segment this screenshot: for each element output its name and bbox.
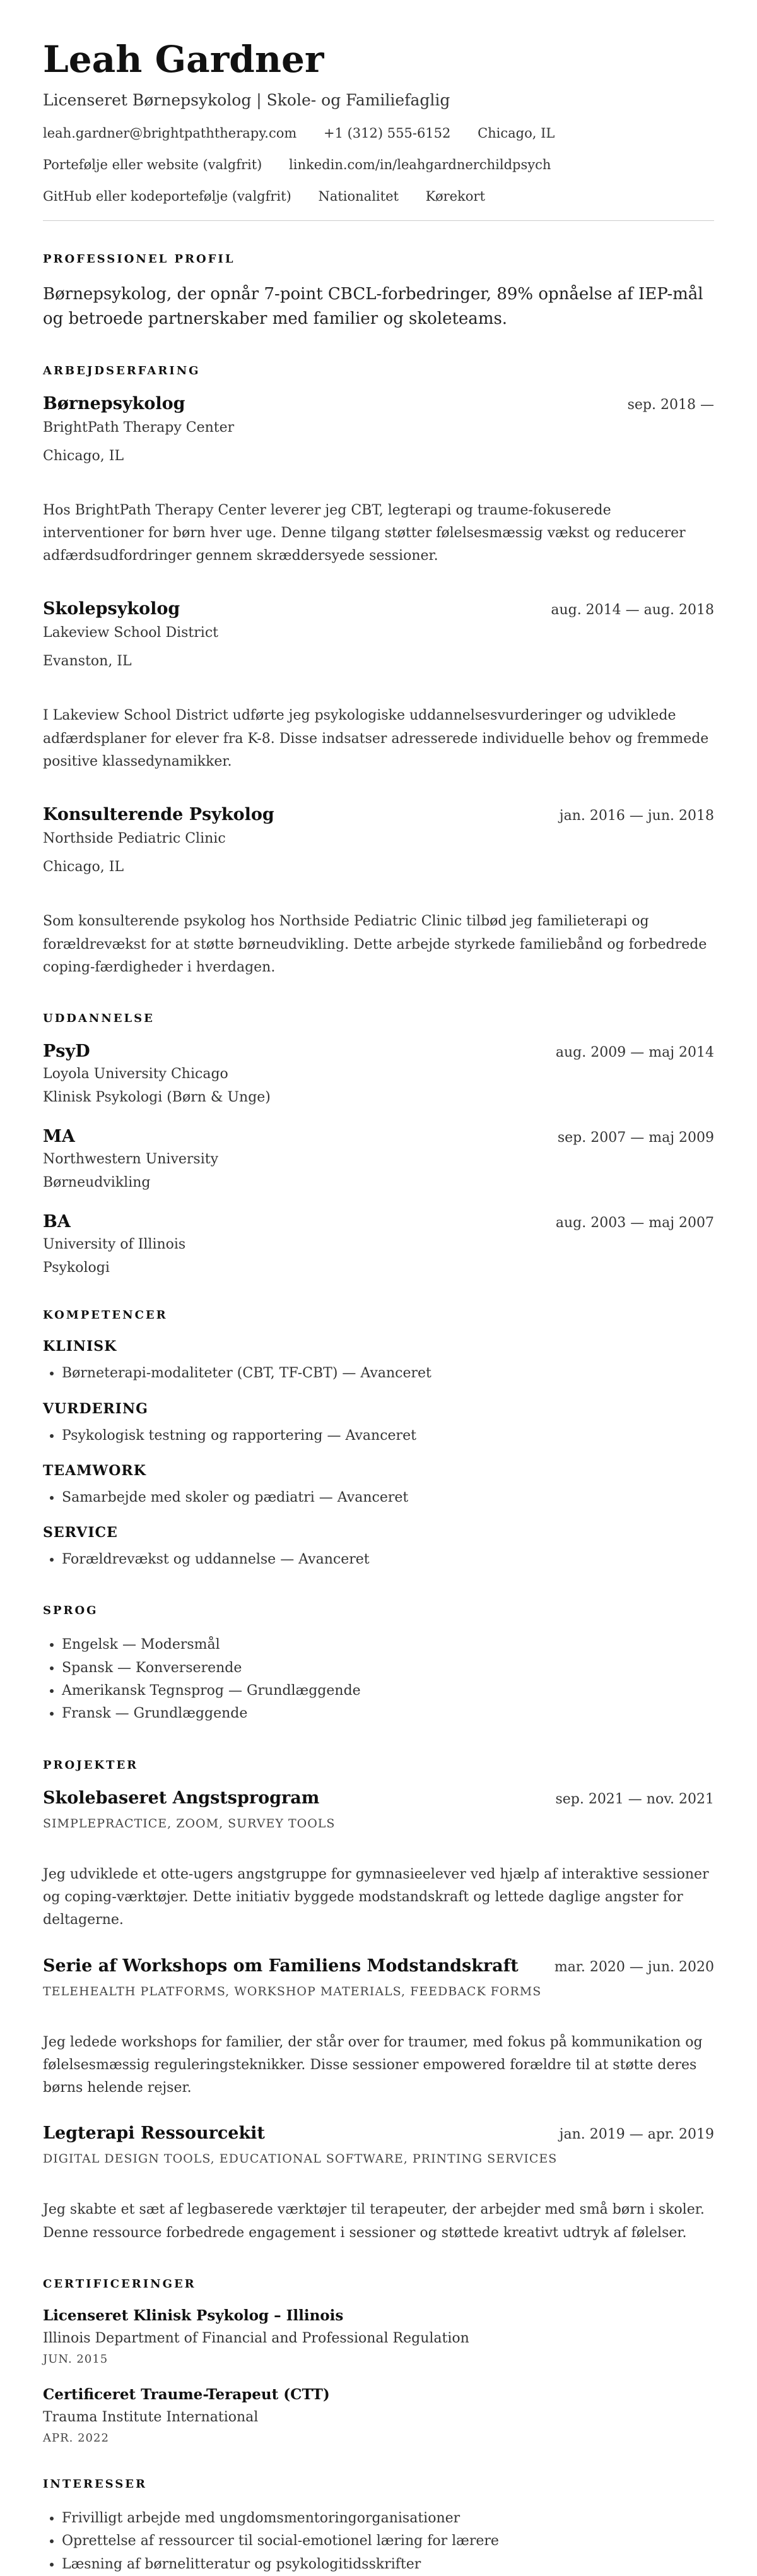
contact-nationality: Nationalitet	[318, 188, 399, 204]
project-description: Jeg ledede workshops for familier, der står over for traumer, med fokus på kommunikation og følelsesmæssig reguleringsteknikker. Disse sessioner empowered forældre til at støtte deres børns helende rejser.	[43, 2034, 703, 2096]
experience-location: Chicago, IL	[43, 859, 124, 875]
contact-row-3	[43, 189, 714, 204]
project-date: jan. 2019 — apr. 2019	[559, 2127, 714, 2143]
skill-item: • Børneterapi-modaliteter (CBT, TF-CBT) — Avanceret	[62, 1362, 714, 1385]
experience-title: Børnepsykolog	[43, 393, 185, 413]
contact-email[interactable]: leah.gardner@brightpaththerapy.com	[43, 125, 297, 141]
experience-entry-head	[43, 805, 714, 824]
experience-location: Evanston, IL	[43, 653, 132, 670]
skill-list	[43, 1425, 714, 1447]
languages-section	[43, 1604, 714, 1725]
person-name: Leah Gardner	[43, 38, 324, 81]
education-date: aug. 2003 — maj 2007	[555, 1215, 714, 1232]
project-date: mar. 2020 — jun. 2020	[554, 1959, 714, 1975]
project-entry-head	[43, 2123, 714, 2143]
contact-portfolio[interactable]: Portefølje eller website (valgfrit)	[43, 157, 262, 172]
experience-date: sep. 2018 —	[627, 396, 714, 413]
skill-item: • Forældrevækst og uddannelse — Avanceret	[62, 1548, 714, 1571]
project-entry	[43, 1788, 714, 1932]
education-field: Børneudvikling	[43, 1175, 151, 1191]
skill-category: VURDERING	[43, 1400, 148, 1417]
interest-item: • Frivilligt arbejde med ungdomsmentoringorganisationer	[62, 2507, 714, 2530]
experience-org: Northside Pediatric Clinic	[43, 831, 226, 847]
contact-github[interactable]: GitHub eller kodeportefølje (valgfrit)	[43, 188, 291, 204]
project-tools: TELEHEALTH PLATFORMS, WORKSHOP MATERIALS, FEEDBACK FORMS	[43, 1984, 542, 1998]
project-entry-head	[43, 1956, 714, 1976]
experience-location: Chicago, IL	[43, 448, 124, 464]
education-field: Psykologi	[43, 1260, 110, 1276]
contact-linkedin[interactable]: linkedin.com/in/leahgardnerchildpsych	[289, 157, 551, 172]
experience-entry	[43, 599, 714, 773]
education-entry-head	[43, 1212, 714, 1232]
job-subtitle: Licenseret Børnepsykolog | Skole- og Familiefaglig	[43, 90, 450, 109]
skill-list	[43, 1487, 714, 1509]
language-list	[43, 1634, 714, 1725]
section-title-certifications: CERTIFICERINGER	[43, 2277, 196, 2291]
education-school: Northwestern University	[43, 1151, 219, 1168]
section-title-education: UDDANNELSE	[43, 1012, 155, 1026]
experience-description: I Lakeview School District udførte jeg psykologiske uddannelsesvurderinger og udviklede adfærdsplaner for elever fra K-8. Disse indsatser adresserede individuelle behov og fremmede positive klassedynamikker.	[43, 708, 709, 770]
experience-date: aug. 2014 — aug. 2018	[551, 602, 714, 619]
experience-org: Lakeview School District	[43, 625, 218, 641]
projects-section	[43, 1759, 714, 2245]
certification-entry	[43, 2386, 714, 2445]
section-title-skills: KOMPETENCER	[43, 1309, 168, 1322]
contact-row-2	[43, 157, 714, 172]
education-entry	[43, 1042, 714, 1105]
experience-entry	[43, 394, 714, 568]
certification-date: JUN. 2015	[43, 2353, 109, 2366]
education-school: Loyola University Chicago	[43, 1066, 228, 1083]
education-date: sep. 2007 — maj 2009	[557, 1130, 714, 1146]
skill-list	[43, 1362, 714, 1385]
profile-section	[43, 252, 714, 331]
project-description: Jeg udviklede et otte-ugers angstgruppe for gymnasieelever ved hjælp af interaktive sessioner og coping-værktøjer. Dette initiativ byggede modstandskraft og lettede daglige angster for deltagerne.	[43, 1866, 709, 1928]
certification-name: Licenseret Klinisk Psykolog – Illinois	[43, 2307, 344, 2325]
experience-entry	[43, 805, 714, 979]
certifications-section	[43, 2277, 714, 2445]
certification-name: Certificeret Traume-Terapeut (CTT)	[43, 2386, 330, 2404]
section-title-languages: SPROG	[43, 1604, 98, 1618]
education-date: aug. 2009 — maj 2014	[555, 1045, 714, 1061]
skill-item: • Samarbejde med skoler og pædiatri — Avanceret	[62, 1487, 714, 1509]
experience-description: Hos BrightPath Therapy Center leverer jeg CBT, legterapi og traume-fokuserede interventioner for børn hver uge. Denne tilgang støtter følelsesmæssig vækst og reducerer adfærdsudfordringer gennem skræddersyede sessioner.	[43, 502, 686, 564]
education-degree: PsyD	[43, 1042, 90, 1062]
project-tools: DIGITAL DESIGN TOOLS, EDUCATIONAL SOFTWARE, PRINTING SERVICES	[43, 2152, 558, 2166]
experience-description: Som konsulterende psykolog hos Northside Pediatric Clinic tilbød jeg familieterapi og forældrevækst for at støtte børneudvikling. Dette arbejde styrkede familiebånd og forbedrede coping-færdigheder i hverdagen.	[43, 913, 707, 975]
education-entry	[43, 1127, 714, 1190]
skill-item: • Psykologisk testning og rapportering — Avanceret	[62, 1425, 714, 1447]
education-section	[43, 1012, 714, 1276]
experience-title: Konsulterende Psykolog	[43, 805, 274, 825]
skill-category: KLINISK	[43, 1338, 117, 1355]
project-entry	[43, 1956, 714, 2100]
language-item: • Fransk — Grundlæggende	[62, 1702, 714, 1725]
contact-row-1	[43, 126, 714, 141]
section-title-experience: ARBEJDSERFARING	[43, 364, 201, 377]
experience-date: jan. 2016 — jun. 2018	[559, 808, 714, 824]
experience-org: BrightPath Therapy Center	[43, 419, 235, 436]
language-item: • Amerikansk Tegnsprog — Grundlæggende	[62, 1680, 714, 1702]
project-title: Serie af Workshops om Familiens Modstandskraft	[43, 1956, 519, 1976]
education-entry-head	[43, 1127, 714, 1146]
certification-org: Illinois Department of Financial and Professional Regulation	[43, 2330, 469, 2347]
skill-category: SERVICE	[43, 1524, 118, 1541]
contact-location: Chicago, IL	[478, 125, 555, 141]
certification-org: Trauma Institute International	[43, 2409, 259, 2426]
project-title: Legterapi Ressourcekit	[43, 2123, 265, 2144]
language-item: • Spansk — Konverserende	[62, 1657, 714, 1680]
education-entry-head	[43, 1042, 714, 1061]
experience-title: Skolepsykolog	[43, 599, 180, 619]
section-title-projects: PROJEKTER	[43, 1758, 139, 1772]
education-entry	[43, 1212, 714, 1276]
resume-header	[43, 38, 714, 204]
education-school: University of Illinois	[43, 1237, 186, 1253]
project-entry-head	[43, 1788, 714, 1808]
contact-phone[interactable]: +1 (312) 555-6152	[323, 125, 451, 141]
interest-item: • Læsning af børnelitteratur og psykologitidsskrifter	[62, 2553, 714, 2576]
header-divider	[43, 220, 714, 221]
project-tools: SIMPLEPRACTICE, ZOOM, SURVEY TOOLS	[43, 1816, 336, 1831]
interest-list	[43, 2507, 714, 2576]
language-item: • Engelsk — Modersmål	[62, 1634, 714, 1656]
certification-date: APR. 2022	[43, 2431, 109, 2445]
project-title: Skolebaseret Angstsprogram	[43, 1788, 320, 1808]
experience-section	[43, 364, 714, 980]
certification-entry	[43, 2307, 714, 2366]
education-field: Klinisk Psykologi (Børn & Unge)	[43, 1089, 271, 1106]
contact-license: Kørekort	[425, 188, 485, 204]
section-title-profile: PROFESSIONEL PROFIL	[43, 252, 235, 266]
section-title-interests: INTERESSER	[43, 2478, 147, 2491]
interests-section	[43, 2478, 714, 2576]
skill-list	[43, 1548, 714, 1571]
skill-category: TEAMWORK	[43, 1462, 146, 1479]
experience-entry-head	[43, 599, 714, 619]
profile-text: Børnepsykolog, der opnår 7-point CBCL-forbedringer, 89% opnåelse af IEP-mål og betroede partnerskaber med familier og skoleteams.	[43, 284, 703, 328]
project-date: sep. 2021 — nov. 2021	[555, 1791, 714, 1807]
interest-item: • Oprettelse af ressourcer til social-emotionel læring for lærere	[62, 2530, 714, 2553]
experience-entry-head	[43, 394, 714, 413]
project-entry	[43, 2123, 714, 2245]
education-degree: BA	[43, 1212, 71, 1232]
education-degree: MA	[43, 1127, 75, 1147]
project-description: Jeg skabte et sæt af legbaserede værktøjer til terapeuter, der arbejder med små børn i skoler. Denne ressource forbedrede engagement i sessioner og støttede kreativt udtryk af følelser.	[43, 2202, 705, 2241]
skills-section	[43, 1309, 714, 1571]
